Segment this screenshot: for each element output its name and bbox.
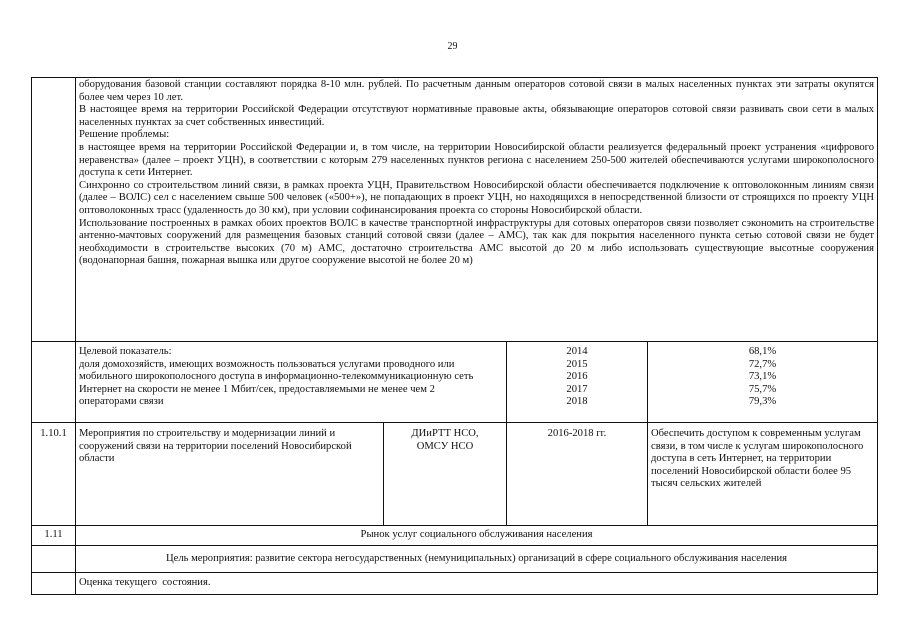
table-row-measure [32, 423, 878, 526]
assessment-paragraph: Синхронно со строительством линий связи, в рамках проекта УЦН, Правительством Новосибирской области обеспечивается подключение к оптоволоконным линиям связи (далее – ВОЛС) сел с населением свыше 500 человек («500+»), не попадающих в проект УЦН, но находящихся в непосредственной близости от строящихся по проекту УЦН оптоволоконных трасс (удаленность до 30 км), при условии софинансирования проекта со стороны Новосибирской области. [79, 179, 875, 216]
measure-executors: ДИиРТТ НСО, ОМСУ НСО [384, 423, 507, 526]
indicator-year: 2017 [566, 383, 588, 395]
table-row-indicator [32, 342, 878, 423]
table-row-section [32, 526, 878, 546]
measure-result: Обеспечить доступом к современным услугам связи, в том числе к услугам широкополосного доступа в сеть Интернет, на территории поселений Новосибирской области более 95 тысяч сельских жителей [648, 423, 878, 526]
indicator-value: 73,1% [748, 371, 777, 383]
indicator-value: 72,7% [748, 358, 777, 370]
row-number-cell [32, 342, 76, 423]
section-title: Рынок услуг социального обслуживания населения [76, 526, 878, 546]
indicator-value: 79,3% [748, 396, 777, 408]
assessment-paragraph: оборудования базовой станции составляют порядка 8-10 млн. рублей. По расчетным данным операторов сотовой связи в малых населенных пунктах эти затраты окупятся более чем через 10 лет. [79, 79, 875, 103]
indicator-values-cell [648, 342, 878, 423]
measure-period: 2016-2018 гг. [507, 423, 648, 526]
assessment-label: Оценка текущего состояния. [76, 573, 878, 595]
indicator-year: 2015 [566, 358, 588, 370]
table-row-goal [32, 546, 878, 573]
table-row-assessment [32, 78, 878, 342]
assessment-text-cell [76, 78, 878, 342]
indicator-year: 2018 [566, 396, 588, 408]
page-number: 29 [447, 41, 458, 52]
row-number-cell [32, 546, 76, 573]
assessment-paragraph: Решение проблемы: [79, 129, 170, 141]
indicator-years-cell [507, 342, 648, 423]
measures-table [31, 77, 878, 595]
table-row-assessment-label [32, 573, 878, 595]
assessment-paragraph: в настоящее время на территории Российской Федерации и, в том числе, на территории Новосибирской области реализуется федеральный проект устранения «цифрового неравенства» (далее – проект УЦН), в соответствии с которым 279 населенных пунктов региона с населением 250-500 жителей обеспечиваются услугами широкополосного доступа к сети Интернет. [79, 141, 875, 179]
indicator-heading: Целевой показатель: [79, 346, 172, 357]
section-number: 1.11 [32, 526, 76, 546]
row-number-cell [32, 78, 76, 342]
row-number-cell [32, 573, 76, 595]
indicator-value: 75,7% [748, 383, 777, 395]
indicator-year: 2016 [566, 371, 588, 383]
measure-number: 1.10.1 [32, 423, 76, 526]
measure-title: Мероприятия по строительству и модернизации линий и сооружений связи на территории поселений Новосибирской области [76, 423, 384, 526]
indicator-year: 2014 [566, 346, 588, 357]
indicator-label-cell [76, 342, 507, 423]
assessment-paragraph: Использование построенных в рамках обоих проектов ВОЛС в качестве транспортной инфраструктуры для сотовых операторов связи позволяет сэкономить на строительстве антенно-мачтовых сооружений для размещения базовых станций сотовой связи (далее – АМС), так как для покрытия населенного пункта сетью сотовой связи не будет необходимости в строительстве высоких (70 м) АМС, достаточно строительства АМС высотой до 20 м либо использовать существующие высотные сооружения (водонапорная башня, пожарная вышка или другое сооружение высотой не более 20 м) [79, 217, 875, 267]
assessment-paragraph: В настоящее время на территории Российской Федерации отсутствуют нормативные правовые акты, обязывающие операторов сотовой связи развивать свои сети в малых населенных пунктах за счет собственных инвестиций. [79, 104, 875, 128]
indicator-description: доля домохозяйств, имеющих возможность пользоваться услугами проводного или мобильного широкополосного доступа в информационно-телекоммуникационную сеть Интернет на скорости не менее 1 Мбит/сек, предоставляемыми не менее чем 2 операторами связи [79, 358, 474, 408]
goal-text: Цель мероприятия: развитие сектора негосударственных (немуниципальных) организаций в сфере социального обслуживания населения [76, 546, 878, 573]
indicator-value: 68,1% [748, 346, 777, 357]
